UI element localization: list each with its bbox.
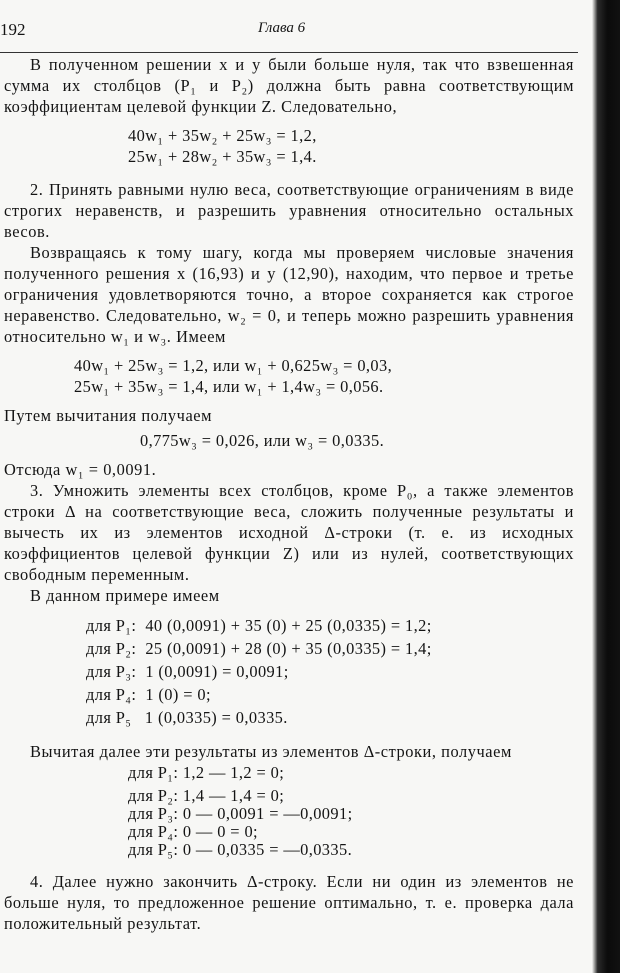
equation-5: 0,775w₃ = 0,026, или w₃ = 0,0335.	[140, 431, 385, 450]
calc-line: для P₃: 1 (0,0091) = 0,0091;	[86, 662, 289, 681]
paragraph-returning: Возвращаясь к тому шагу, когда мы проверяем числовые значения полученного решения x (16,93) и y (12,90), находим, что первое и третье ограничения удовлетворяются точно, а второе сохраняется как строгое неравенство. Следовательно, w₂ = 0, и теперь можно разрешить уравнения относительно w₁ и w₃. Имеем	[4, 243, 574, 346]
paragraph-step-4: 4. Далее нужно закончить Δ-строку. Если ни один из элементов не больше нуля, то предложенное решение оптимально, т. е. проверка дала положительный результат.	[4, 872, 574, 933]
diff-line: для P₁: 1,2 — 1,2 = 0;	[128, 763, 285, 782]
line-example: В данном примере имеем	[30, 586, 220, 605]
equation-1: 40w₁ + 35w₂ + 25w₃ = 1,2,	[128, 126, 317, 145]
calc-list	[4, 614, 574, 729]
diff-line: для P₄: 0 — 0 = 0;	[128, 822, 259, 841]
equation-4: 25w₁ + 35w₃ = 1,4, или w₁ + 1,4w₃ = 0,056.	[74, 377, 384, 396]
calc-line: для P₄: 1 (0) = 0;	[86, 685, 211, 704]
paragraph-step-3: 3. Умножить элементы всех столбцов, кроме P₀, а также элементов строки Δ на соответствующие веса, сложить полученные результаты и вычесть их из элементов исходной Δ-строки (т. е. из исходных коэффициентов целевой функции Z) или из нулей, соответствующих свободным переменным.	[4, 481, 574, 584]
page-body	[4, 54, 574, 934]
running-header	[0, 14, 580, 40]
paragraph-subtracting: Вычитая далее эти результаты из элементов Δ-строки, получаем	[30, 742, 512, 761]
paragraph-solution: В полученном решении x и y были больше нуля, так что взвешенная сумма их столбцов (P₁ и P₂) должна быть равна соответствующим коэффициентам целевой функции Z. Следовательно,	[4, 55, 574, 116]
page-number: 192	[0, 20, 26, 39]
diff-line: для P₃: 0 — 0,0091 = —0,0091;	[128, 804, 353, 823]
page-edge-shadow	[592, 0, 620, 973]
equation-2: 25w₁ + 28w₂ + 35w₃ = 1,4.	[128, 147, 317, 166]
paragraph-step-2: 2. Принять равными нулю веса, соответствующие ограничениям в виде строгих неравенств, и разрешить уравнения относительно остальных весов.	[4, 180, 574, 241]
line-subtraction: Путем вычитания получаем	[4, 406, 213, 425]
line-hence: Отсюда w₁ = 0,0091.	[4, 460, 157, 479]
header-rule	[0, 52, 578, 53]
calc-line: для P₂: 25 (0,0091) + 28 (0) + 35 (0,0335) = 1,4;	[86, 639, 432, 658]
calc-line: для P₁: 40 (0,0091) + 35 (0) + 25 (0,0335) = 1,2;	[86, 616, 432, 635]
diff-line: для P₂: 1,4 — 1,4 = 0;	[128, 786, 285, 805]
chapter-title: Глава 6	[258, 20, 306, 36]
equation-3: 40w₁ + 25w₃ = 1,2, или w₁ + 0,625w₃ = 0,03,	[74, 356, 393, 375]
diff-list	[4, 762, 574, 859]
calc-line: для P₅ 1 (0,0335) = 0,0335.	[86, 708, 288, 727]
diff-line: для P₅: 0 — 0,0335 = —0,0335.	[128, 840, 353, 859]
